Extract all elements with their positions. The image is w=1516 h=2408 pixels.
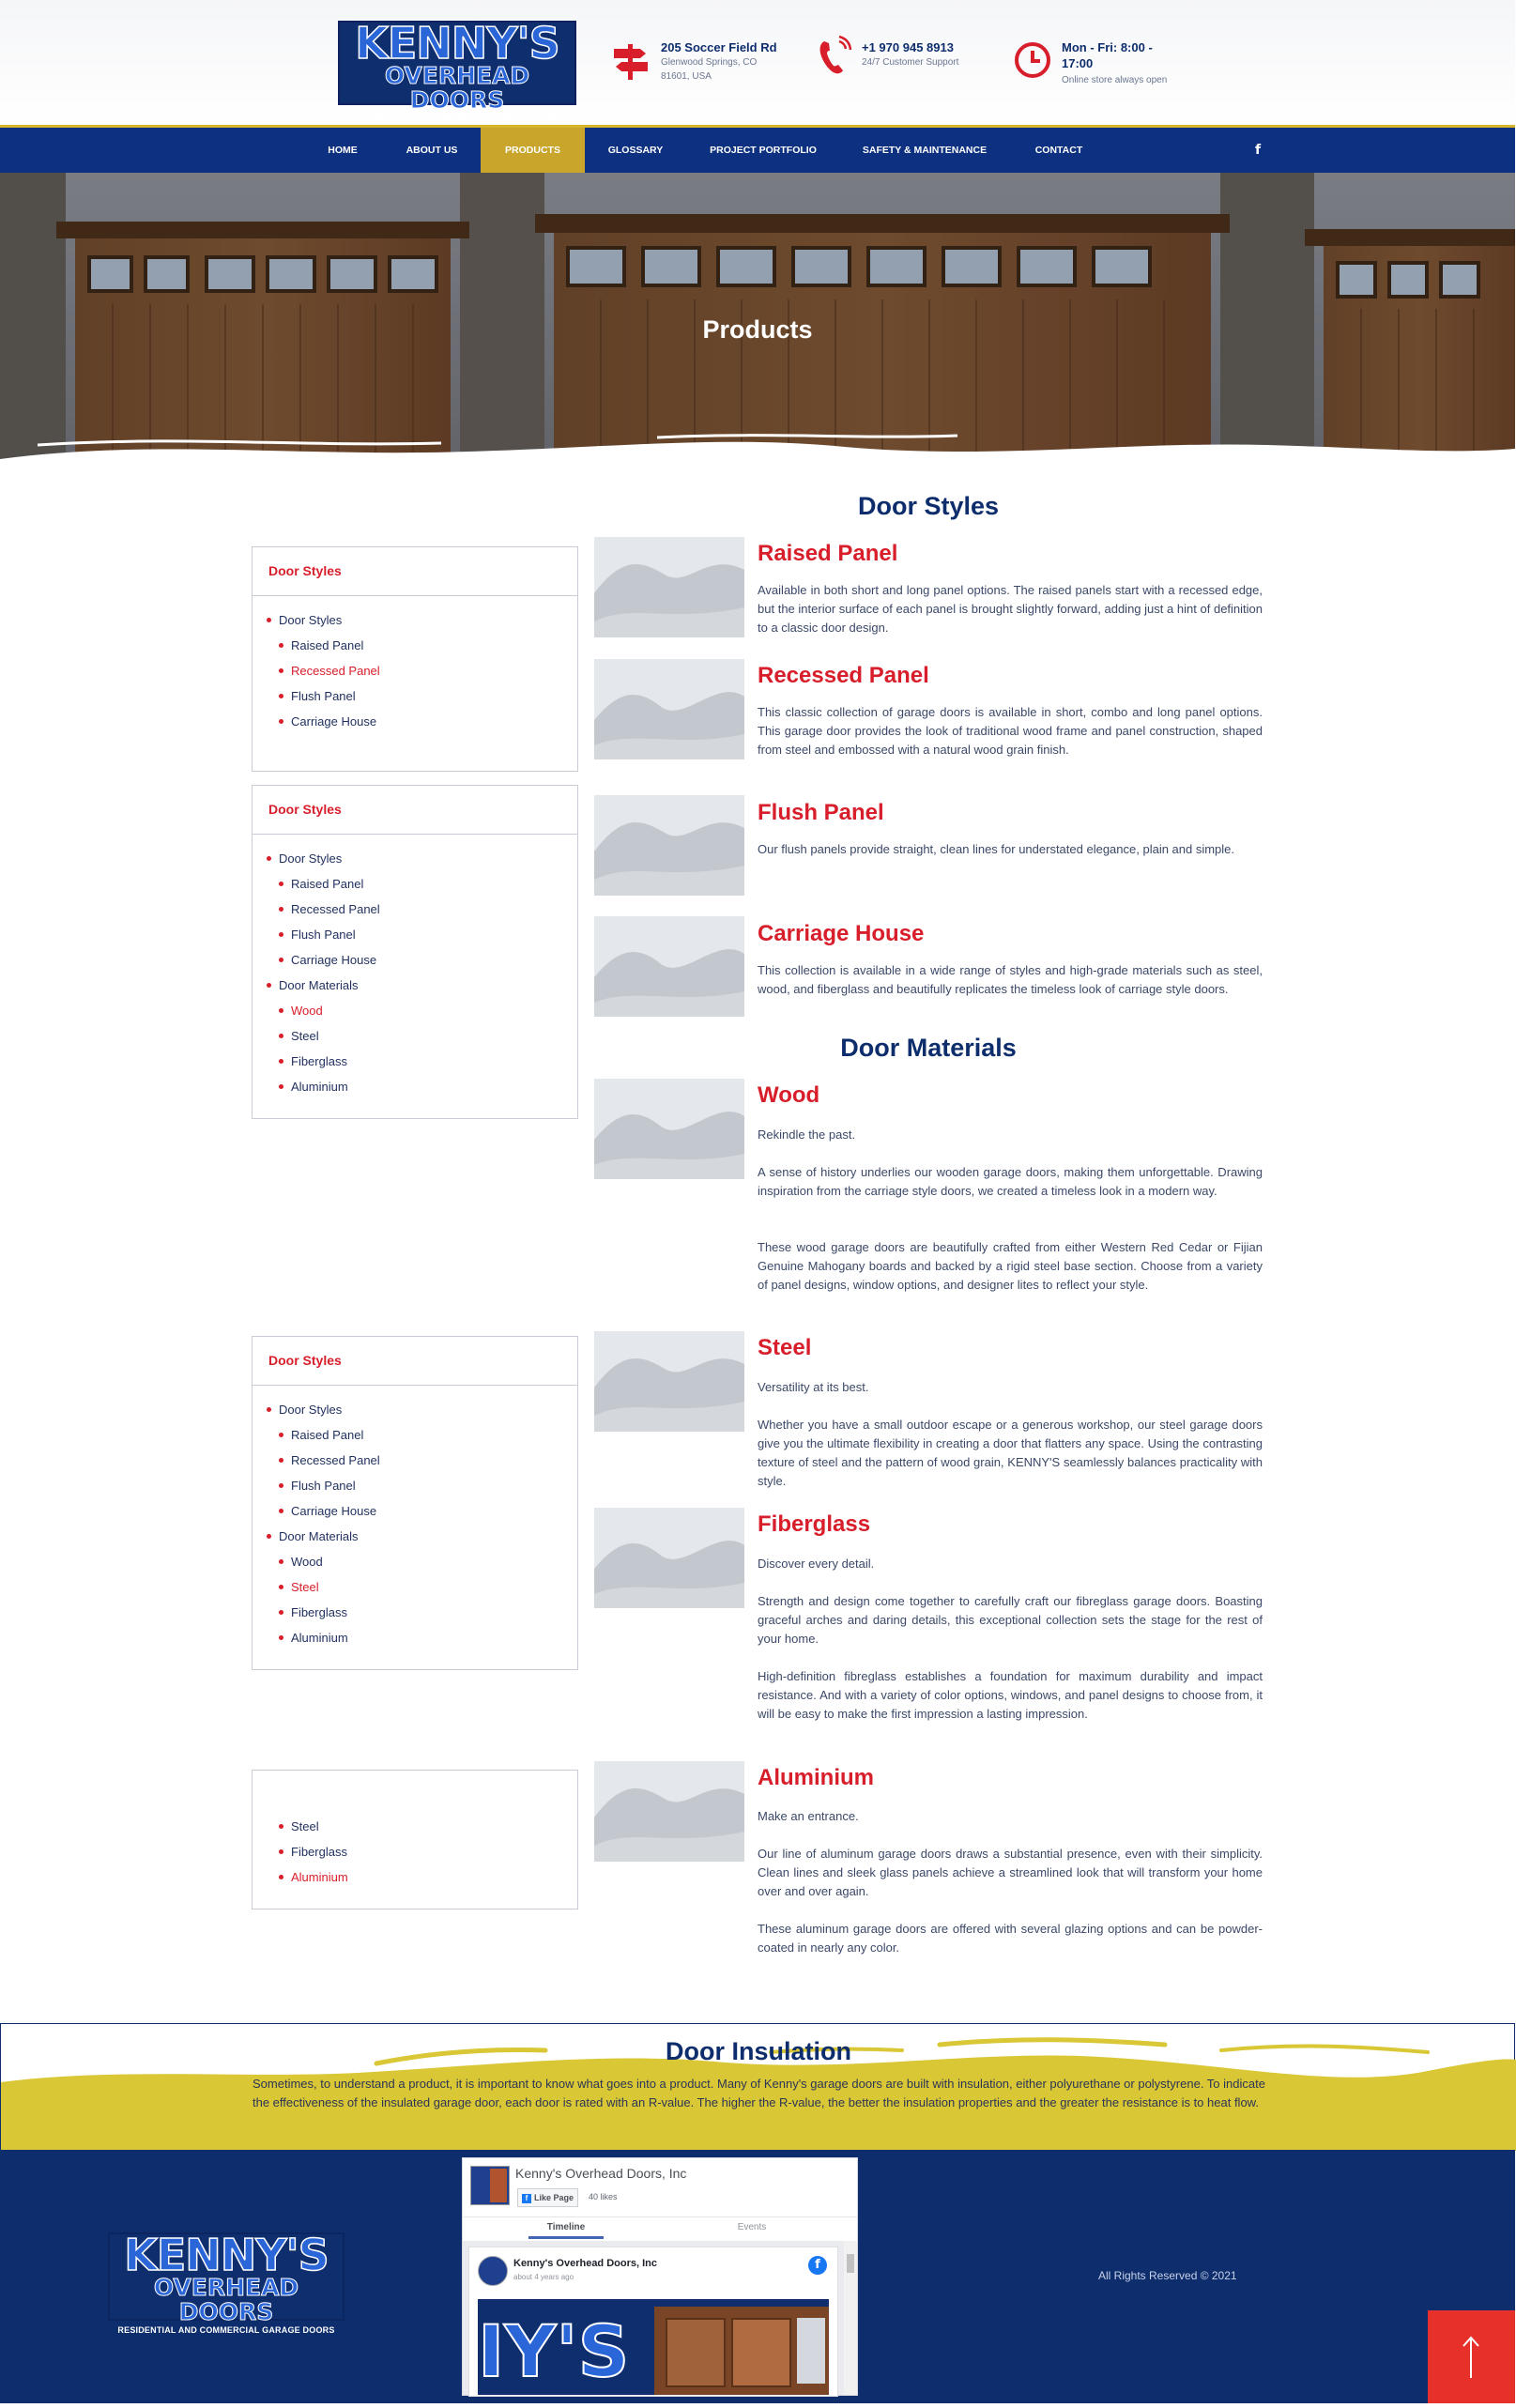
phone-sub: 24/7 Customer Support: [862, 57, 959, 68]
steel-text-1: Versatility at its best.: [758, 1380, 869, 1394]
aluminium-text-2: Our line of aluminum garage doors draws a substantial presence, even with their simplicity. Clean lines and sleek glass panels achieve a streamlined look that will transform your home over and over again.: [758, 1847, 1263, 1898]
sidebar-item-door-styles[interactable]: Door Styles: [267, 1402, 342, 1419]
bullet-icon: [279, 1483, 283, 1488]
recessed-panel-image[interactable]: [594, 659, 744, 759]
raised-panel-text: Available in both short and long panel options. The raised panels start with a recessed edge, but the interior surface of each panel is brought slightly forward, adding just a hint of definition to a classic door design.: [758, 583, 1263, 635]
sidebar-item-flush-panel[interactable]: Flush Panel: [279, 927, 356, 943]
logo-tagline: RESIDENTIAL AND COMMERCIAL GARAGE DOORS: [348, 114, 566, 123]
fb-page-name[interactable]: Kenny's Overhead Doors, Inc: [515, 2166, 687, 2181]
raised-panel-image[interactable]: [594, 537, 744, 637]
bullet-icon: [279, 1585, 283, 1589]
phone-number[interactable]: +1 970 945 8913: [862, 40, 954, 54]
sidebar-item-recessed-panel[interactable]: Recessed Panel: [279, 1452, 380, 1469]
sidebar-heading: Door Styles: [253, 547, 577, 596]
bullet-icon: [279, 1559, 283, 1564]
sidebar-item-wood[interactable]: Wood: [279, 1554, 323, 1571]
sidebar-list-2: [252, 785, 578, 1119]
logo-line1: KENNY'S: [124, 2230, 329, 2280]
sidebar-item-aluminium[interactable]: Aluminium: [279, 1630, 348, 1647]
carriage-house-title: Carriage House: [758, 921, 925, 946]
sidebar-item-fiberglass[interactable]: Fiberglass: [279, 1053, 347, 1070]
wood-title: Wood: [758, 1082, 820, 1108]
facebook-icon[interactable]: f: [808, 2256, 827, 2275]
logo-tagline: RESIDENTIAL AND COMMERCIAL GARAGE DOORS: [117, 2325, 335, 2335]
fiberglass-text-2: Strength and design come together to carefully craft our fibreglass garage doors. Boasting graceful arches and daring details, this exceptional collection sets the stage for the rest of your home.: [758, 1594, 1263, 1646]
header-hours: [1062, 39, 1202, 87]
bullet-icon: [267, 856, 271, 861]
bullet-icon: [279, 1824, 283, 1829]
fb-post-image[interactable]: [478, 2299, 829, 2395]
nav-products[interactable]: PRODUCTS: [481, 128, 585, 173]
nav-glossary[interactable]: GLOSSARY: [607, 145, 664, 156]
sidebar-item-door-styles[interactable]: Door Styles: [267, 851, 342, 867]
sidebar-item-aluminium[interactable]: Aluminium: [279, 1869, 348, 1886]
address-title: 205 Soccer Field Rd: [661, 40, 777, 54]
fiberglass-title: Fiberglass: [758, 1511, 871, 1537]
sidebar-item-aluminium[interactable]: Aluminium: [279, 1079, 348, 1096]
aluminium-image[interactable]: [594, 1761, 744, 1862]
fb-page-avatar[interactable]: [470, 2166, 510, 2205]
sidebar-item-fiberglass[interactable]: Fiberglass: [279, 1844, 347, 1861]
bullet-icon: [279, 907, 283, 912]
phone-icon: [817, 36, 852, 77]
door-styles-title: Door Styles: [857, 492, 1000, 520]
fb-scrollbar[interactable]: [844, 2241, 857, 2395]
bullet-icon: [267, 1407, 271, 1412]
sidebar-item-recessed-panel[interactable]: Recessed Panel: [279, 901, 380, 918]
bullet-icon: [279, 1635, 283, 1640]
wood-text-3: These wood garage doors are beautifully crafted from either Western Red Cedar or Fijian Genuine Mahogany boards and backed by a rigid steel base section. Choose from a variety of panel designs, window options, and designer lites to reflect your style.: [758, 1240, 1263, 1292]
header-phone: [862, 39, 1003, 69]
door-insulation-section: [0, 2023, 1515, 2150]
flush-panel-text: Our flush panels provide straight, clean lines for understated elegance, plain and simple.: [758, 842, 1235, 856]
logo-line2: OVERHEAD DOORS: [153, 2274, 299, 2325]
sidebar-list-3: [252, 1336, 578, 1670]
sidebar-box-1: [252, 544, 578, 734]
bullet-icon: [279, 1084, 283, 1089]
fb-post-author[interactable]: Kenny's Overhead Doors, Inc: [513, 2258, 657, 2269]
fb-post-time[interactable]: about 4 years ago: [513, 2273, 574, 2281]
fb-post-avatar[interactable]: [478, 2256, 508, 2286]
fb-tab-events[interactable]: Events: [737, 2222, 767, 2232]
footer-copyright: All Rights Reserved © 2021: [1098, 2269, 1237, 2282]
hours-sub: Online store always open: [1062, 75, 1168, 85]
recessed-panel-text: This classic collection of garage doors is available in short, combo and long panel options. This garage door provides the look of traditional wood frame and panel construction, shaped from steel and embossed with a natural wood grain finish.: [758, 705, 1263, 757]
wood-text-1: Rekindle the past.: [758, 1127, 856, 1142]
bullet-icon: [279, 719, 283, 724]
bullet-icon: [279, 694, 283, 698]
bullet-icon: [279, 1849, 283, 1854]
bullet-icon: [267, 618, 271, 622]
bullet-icon: [279, 1034, 283, 1038]
steel-text-2: Whether you have a small outdoor escape or a generous workshop, our steel garage doors give you the ultimate flexibility in creating a door that flatters any space. Using the contrasting texture of steel and the pattern of wood grain, KENNY'S seamlessly balances practicality with style.: [758, 1418, 1263, 1488]
insulation-text: Sometimes, to understand a product, it is important to know what goes into a product. Many of Kenny's garage doors are built with insulation, either polyurethane or polystyrene. To indicate the effectiveness of the insulated garage door, each door is rated with an R-value. The higher the R-value, the better the insulation properties and the greater the resistance is to heat flow.: [253, 2077, 1265, 2109]
header-address: [661, 39, 802, 84]
arrow-up-icon: [1428, 2310, 1515, 2403]
sidebar-heading: Door Styles: [253, 1337, 577, 1386]
hero-banner: [0, 173, 1515, 473]
sidebar-box-4: [252, 1819, 578, 1910]
bullet-icon: [279, 958, 283, 962]
sidebar-item-flush-panel[interactable]: Flush Panel: [279, 688, 356, 705]
sidebar-item-wood[interactable]: Wood: [279, 1003, 323, 1020]
carriage-house-image[interactable]: [594, 916, 744, 1017]
sidebar-item-raised-panel[interactable]: Raised Panel: [279, 876, 363, 893]
sidebar-item-door-materials[interactable]: Door Materials: [267, 977, 359, 994]
insulation-title: Door Insulation: [666, 2037, 851, 2065]
address-line1: Glenwood Springs, CO: [661, 57, 758, 68]
sidebar-item-steel[interactable]: Steel: [279, 1579, 319, 1596]
hero-title: Products: [702, 315, 813, 344]
bullet-icon: [279, 1458, 283, 1463]
bullet-icon: [279, 1875, 283, 1879]
site-logo[interactable]: [338, 18, 576, 123]
nav-project-portfolio[interactable]: PROJECT PORTFOLIO: [710, 145, 817, 156]
fb-post-image-text: IY'S: [478, 2309, 630, 2393]
bullet-icon: [267, 983, 271, 988]
fb-tab-timeline[interactable]: Timeline: [528, 2222, 604, 2239]
sidebar-item-raised-panel[interactable]: Raised Panel: [279, 637, 363, 654]
aluminium-text-1: Make an entrance.: [758, 1809, 859, 1823]
sidebar-item-steel[interactable]: Steel: [279, 1818, 319, 1835]
sidebar-item-door-materials[interactable]: Door Materials: [267, 1528, 359, 1545]
nav-home[interactable]: HOME: [328, 145, 358, 156]
bullet-icon: [279, 1433, 283, 1437]
nav-about-us[interactable]: ABOUT US: [406, 145, 458, 156]
bullet-icon: [279, 1008, 283, 1013]
back-to-top-button[interactable]: [1428, 2310, 1515, 2403]
logo-line2: OVERHEAD DOORS: [384, 62, 530, 114]
aluminium-title: Aluminium: [758, 1765, 874, 1790]
fiberglass-image[interactable]: [594, 1508, 744, 1608]
hours-line1: Mon - Fri: 8:00 -: [1062, 40, 1153, 54]
facebook-icon: f: [522, 2194, 531, 2203]
carriage-house-text: This collection is available in a wide range of styles and high-grade materials such as steel, wood, and fiberglass and beautifully replicates the timeless look of carriage style doors.: [758, 963, 1263, 996]
logo-line1: KENNY'S: [355, 18, 559, 69]
fb-likes-count: 40 likes: [589, 2192, 618, 2201]
sidebar-item-steel[interactable]: Steel: [279, 1028, 319, 1045]
sidebar-heading: Door Styles: [253, 786, 577, 835]
nav-contact[interactable]: CONTACT: [1034, 145, 1083, 156]
recessed-panel-title: Recessed Panel: [758, 663, 929, 688]
bullet-icon: [279, 668, 283, 673]
nav-safety-maintenance[interactable]: SAFETY & MAINTENANCE: [862, 145, 988, 156]
hours-line2: 17:00: [1062, 56, 1094, 70]
door-materials-title: Door Materials: [840, 1034, 1017, 1062]
wood-text-2: A sense of history underlies our wooden garage doors, making them unforgettable. Drawing inspiration from the carriage style doors, we created a timeless look in a modern way.: [758, 1165, 1263, 1198]
sidebar-item-carriage-house[interactable]: Carriage House: [279, 713, 376, 730]
bullet-icon: [267, 1534, 271, 1539]
steel-title: Steel: [758, 1335, 812, 1360]
wood-image[interactable]: [594, 1079, 744, 1179]
signpost-icon: [612, 41, 650, 81]
sidebar-item-carriage-house[interactable]: Carriage House: [279, 1503, 376, 1520]
steel-image[interactable]: [594, 1331, 744, 1432]
fiberglass-text-1: Discover every detail.: [758, 1557, 875, 1571]
bullet-icon: [279, 932, 283, 937]
sidebar-item-flush-panel[interactable]: Flush Panel: [279, 1478, 356, 1495]
sidebar-item-raised-panel[interactable]: Raised Panel: [279, 1427, 363, 1444]
flush-panel-image[interactable]: [594, 795, 744, 896]
sidebar-item-carriage-house[interactable]: Carriage House: [279, 952, 376, 969]
sidebar-item-door-styles[interactable]: Door Styles: [267, 612, 342, 629]
address-line2: 81601, USA: [661, 71, 712, 82]
aluminium-text-3: These aluminum garage doors are offered with several glazing options and can be powder-coated in nearly any color.: [758, 1922, 1263, 1955]
bullet-icon: [279, 1509, 283, 1513]
flush-panel-title: Flush Panel: [758, 800, 884, 825]
footer-logo[interactable]: [108, 2230, 345, 2335]
raised-panel-title: Raised Panel: [758, 541, 898, 566]
bullet-icon: [279, 1610, 283, 1615]
fb-like-page-button[interactable]: f Like Page: [517, 2188, 578, 2207]
facebook-page-widget[interactable]: [462, 2157, 858, 2396]
facebook-icon[interactable]: f: [1254, 143, 1262, 158]
sidebar-item-fiberglass[interactable]: Fiberglass: [279, 1604, 347, 1621]
bullet-icon: [279, 643, 283, 648]
clock-icon: [1014, 41, 1051, 79]
bullet-icon: [279, 1059, 283, 1064]
fiberglass-text-3: High-definition fibreglass establishes a foundation for maximum durability and impact resistance. And with a variety of color options, windows, and panel designs to choose from, it will be easy to make the first impression a lasting impression.: [758, 1669, 1263, 1721]
bullet-icon: [279, 882, 283, 886]
sidebar-item-recessed-panel[interactable]: Recessed Panel: [279, 663, 380, 680]
